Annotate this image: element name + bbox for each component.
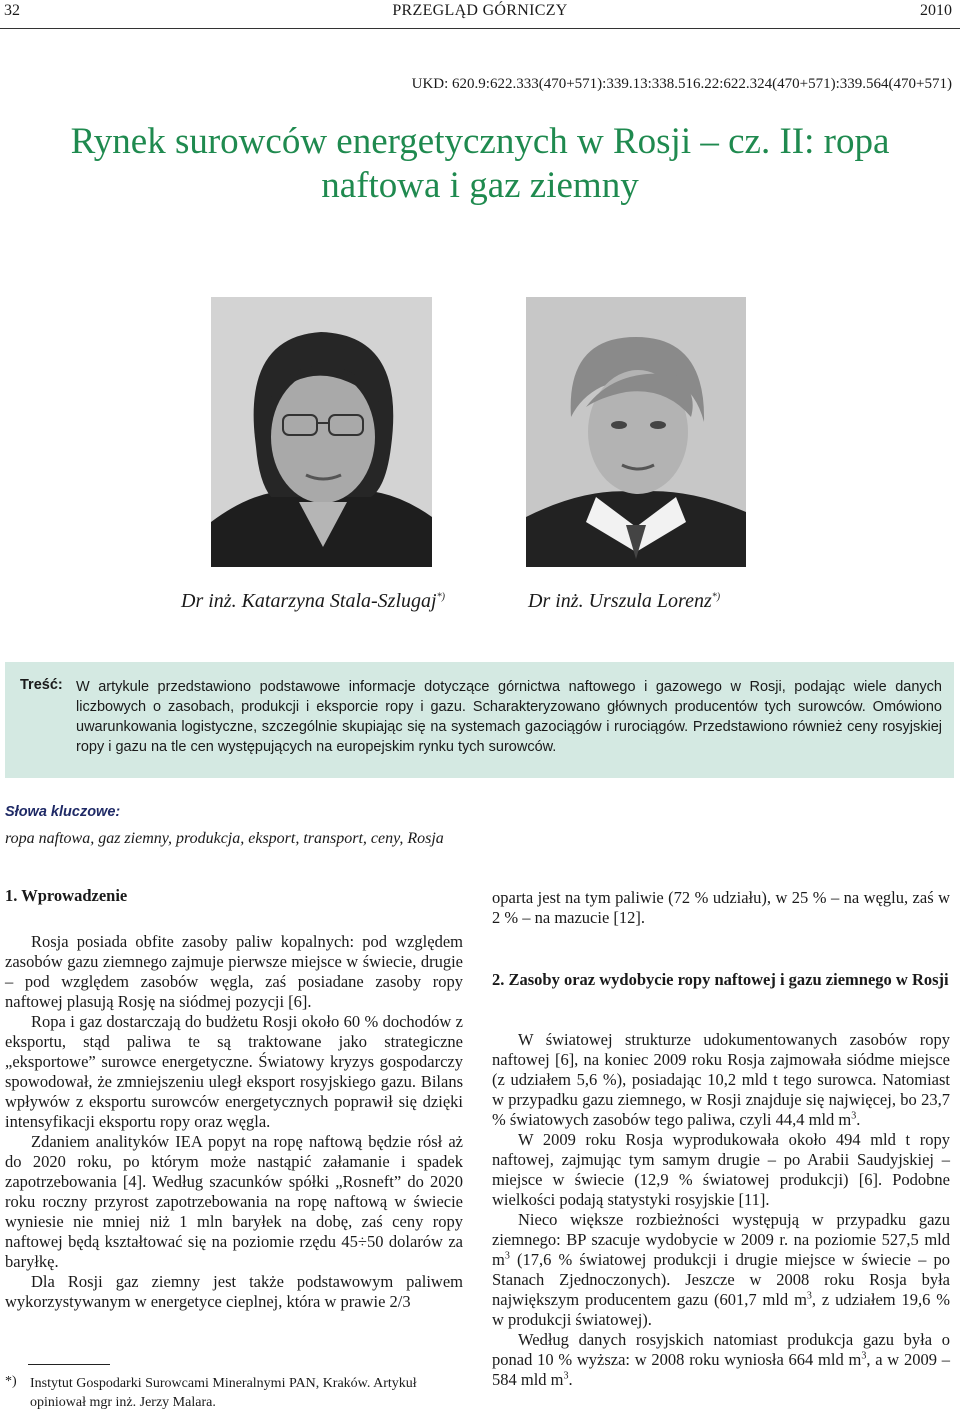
paragraph bbox=[492, 1210, 950, 1330]
author-2-mark: *) bbox=[711, 591, 721, 603]
paragraph-text: , z udziałem 19,6 % w produkcji światowej). bbox=[492, 1290, 950, 1329]
keywords-label: Słowa kluczowe: bbox=[5, 804, 121, 820]
author-name-1 bbox=[181, 590, 445, 613]
superscript: 3 bbox=[861, 1350, 867, 1362]
section-1-heading: 1. Wprowadzenie bbox=[5, 886, 128, 905]
journal-name: PRZEGLĄD GÓRNICZY bbox=[392, 2, 568, 19]
period: . bbox=[856, 1110, 861, 1129]
footnote-text: Instytut Gospodarki Surowcami Mineralnymi PAN, Kraków. Artykuł opiniował mgr inż. Jerzy Malara. bbox=[30, 1376, 417, 1410]
keywords-text: ropa naftowa, gaz ziemny, produkcja, eksport, transport, ceny, Rosja bbox=[5, 830, 444, 847]
publication-year: 2010 bbox=[920, 2, 952, 19]
right-column bbox=[492, 1030, 950, 1390]
paragraph: Dla Rosji gaz ziemny jest także podstawowym paliwem wykorzystywanym w energetyce cieplnej, która w prawie 2/3 bbox=[5, 1272, 463, 1311]
section-2-heading: 2. Zasoby oraz wydobycie ropy naftowej i gazu ziemnego w Rosji bbox=[492, 970, 949, 989]
paragraph: W 2009 roku Rosja wyprodukowała około 494 mld t ropy naftowej, zajmując tym samym drugie – po Arabii Saudyjskiej – miejsce w świecie (12,9 % światowej produkcji) [6]. Podobne wielkości podają statystyki rosyjskie [11]. bbox=[492, 1130, 950, 1209]
superscript: 3 bbox=[504, 1250, 510, 1262]
footnote-rule bbox=[28, 1364, 110, 1365]
left-column bbox=[5, 932, 463, 1312]
paragraph-text: (17,6 % światowej produkcji i drugie miejsce w świecie – po Stanach Zjednoczonych). Jeszcze w 2008 roku Rosja była największym producentem gazu (601,7 mld m bbox=[492, 1250, 950, 1309]
page-number: 32 bbox=[4, 2, 20, 19]
superscript: 3 bbox=[563, 1370, 569, 1382]
paragraph bbox=[492, 1030, 950, 1130]
header-rule bbox=[0, 28, 960, 29]
period: . bbox=[568, 1370, 573, 1389]
paragraph bbox=[492, 1330, 950, 1390]
abstract-text: W artykule przedstawiono podstawowe informacje dotyczące górnictwa naftowego i gazowego w Rosji, podając wiele danych liczbowych o zasobach, produkcji i eksporcie ropy i gazu. Scharakteryzowano głównych producentów tych surowców. Omówiono uwarunkowania logistyczne, szczególnie skupiając się na systemach gazociągów i rurociągów. Przedstawiono również ceny rosyjskiej ropy i gazu na tle cen występujących na europejskim rynku tych surowców. bbox=[76, 679, 942, 755]
article-title: Rynek surowców energetycznych w Rosji – cz. II: ropa naftowa i gaz ziemny bbox=[70, 121, 890, 206]
paragraph-text: W światowej strukturze udokumentowanych zasobów ropy naftowej [6], na koniec 2009 roku Rosja zajmowała siódme miejsce (z udziałem 5,6 %), posiadając 10,2 mld t tego surowca. Natomiast w przypadku gazu ziemnego, w Rosji znajduje się najwięcej, bo 23,7 % światowych zasobów tego paliwa, czyli 44,4 mld m bbox=[492, 1030, 950, 1129]
author-photo-1 bbox=[211, 297, 432, 567]
udc-code: UKD: 620.9:622.333(470+571):339.13:338.516.22:622.324(470+571):339.564(470+571) bbox=[411, 76, 952, 92]
author-photo-2 bbox=[526, 297, 746, 567]
superscript: 3 bbox=[851, 1110, 857, 1122]
author-name-2 bbox=[528, 590, 720, 613]
paragraph-text: Nieco większe rozbieżności występują w przypadku gazu ziemnego: BP szacuje wydobycie w 2009 r. na poziomie 527,5 mld m bbox=[492, 1210, 950, 1269]
footnote-mark: *) bbox=[5, 1374, 17, 1389]
paragraph: Rosja posiada obfite zasoby paliw kopalnych: pod względem zasobów gazu ziemnego zajmuje pierwsze miejsce w świecie, drugie – pod względem zasobów węgla, zaś posiadane zasoby ropy naftowej plasują Rosję na siódmej pozycji [6]. bbox=[5, 932, 463, 1011]
author-1-text: Dr inż. Katarzyna Stala-Szlugaj bbox=[181, 590, 437, 612]
superscript: 3 bbox=[806, 1290, 812, 1302]
paragraph-continuation: oparta jest na tym paliwie (72 % udziału), w 25 % – na węglu, zaś w 2 % – na mazucie [12]. bbox=[492, 888, 950, 927]
author-2-text: Dr inż. Urszula Lorenz bbox=[528, 590, 712, 612]
author-1-mark: *) bbox=[436, 591, 445, 603]
abstract-label: Treść: bbox=[20, 677, 63, 693]
paragraph-text: Według danych rosyjskich natomiast produkcja gazu była o ponad 10 % wyższa: w 2008 roku wyniosła 664 mld m bbox=[492, 1330, 950, 1369]
right-column-top bbox=[492, 888, 950, 928]
paragraph: Zdaniem analityków IEA popyt na ropę naftową będzie rósł aż do 2020 roku, po którym może nastąpić załamanie i spadek zapotrzebowania [4]. Według szacunków spółki „Rosneft” do 2020 roku roczny przyrost zapotrzebowania na ropę naftową w świecie wyniesie nie mniej niż 1 mln baryłek na dobę, zaś ceny ropy naftowej będą kształtować się na poziomie rzędu 45÷50 dolarów za baryłkę. bbox=[5, 1132, 463, 1271]
paragraph-text: , a w 2009 – 584 mld m bbox=[492, 1350, 950, 1389]
paragraph: Ropa i gaz dostarczają do budżetu Rosji około 60 % dochodów z eksportu, stąd paliwa te są traktowane jako strategiczne „eksportowe” surowce energetyczne. Światowy kryzys gospodarczy spowodował, że zmniejszeniu uległ eksport rosyjskiego gazu. Bilans wpływów z eksportu surowców energetycznych poprawił się dzięki intensyfikacji eksportu ropy oraz węgla. bbox=[5, 1012, 463, 1131]
